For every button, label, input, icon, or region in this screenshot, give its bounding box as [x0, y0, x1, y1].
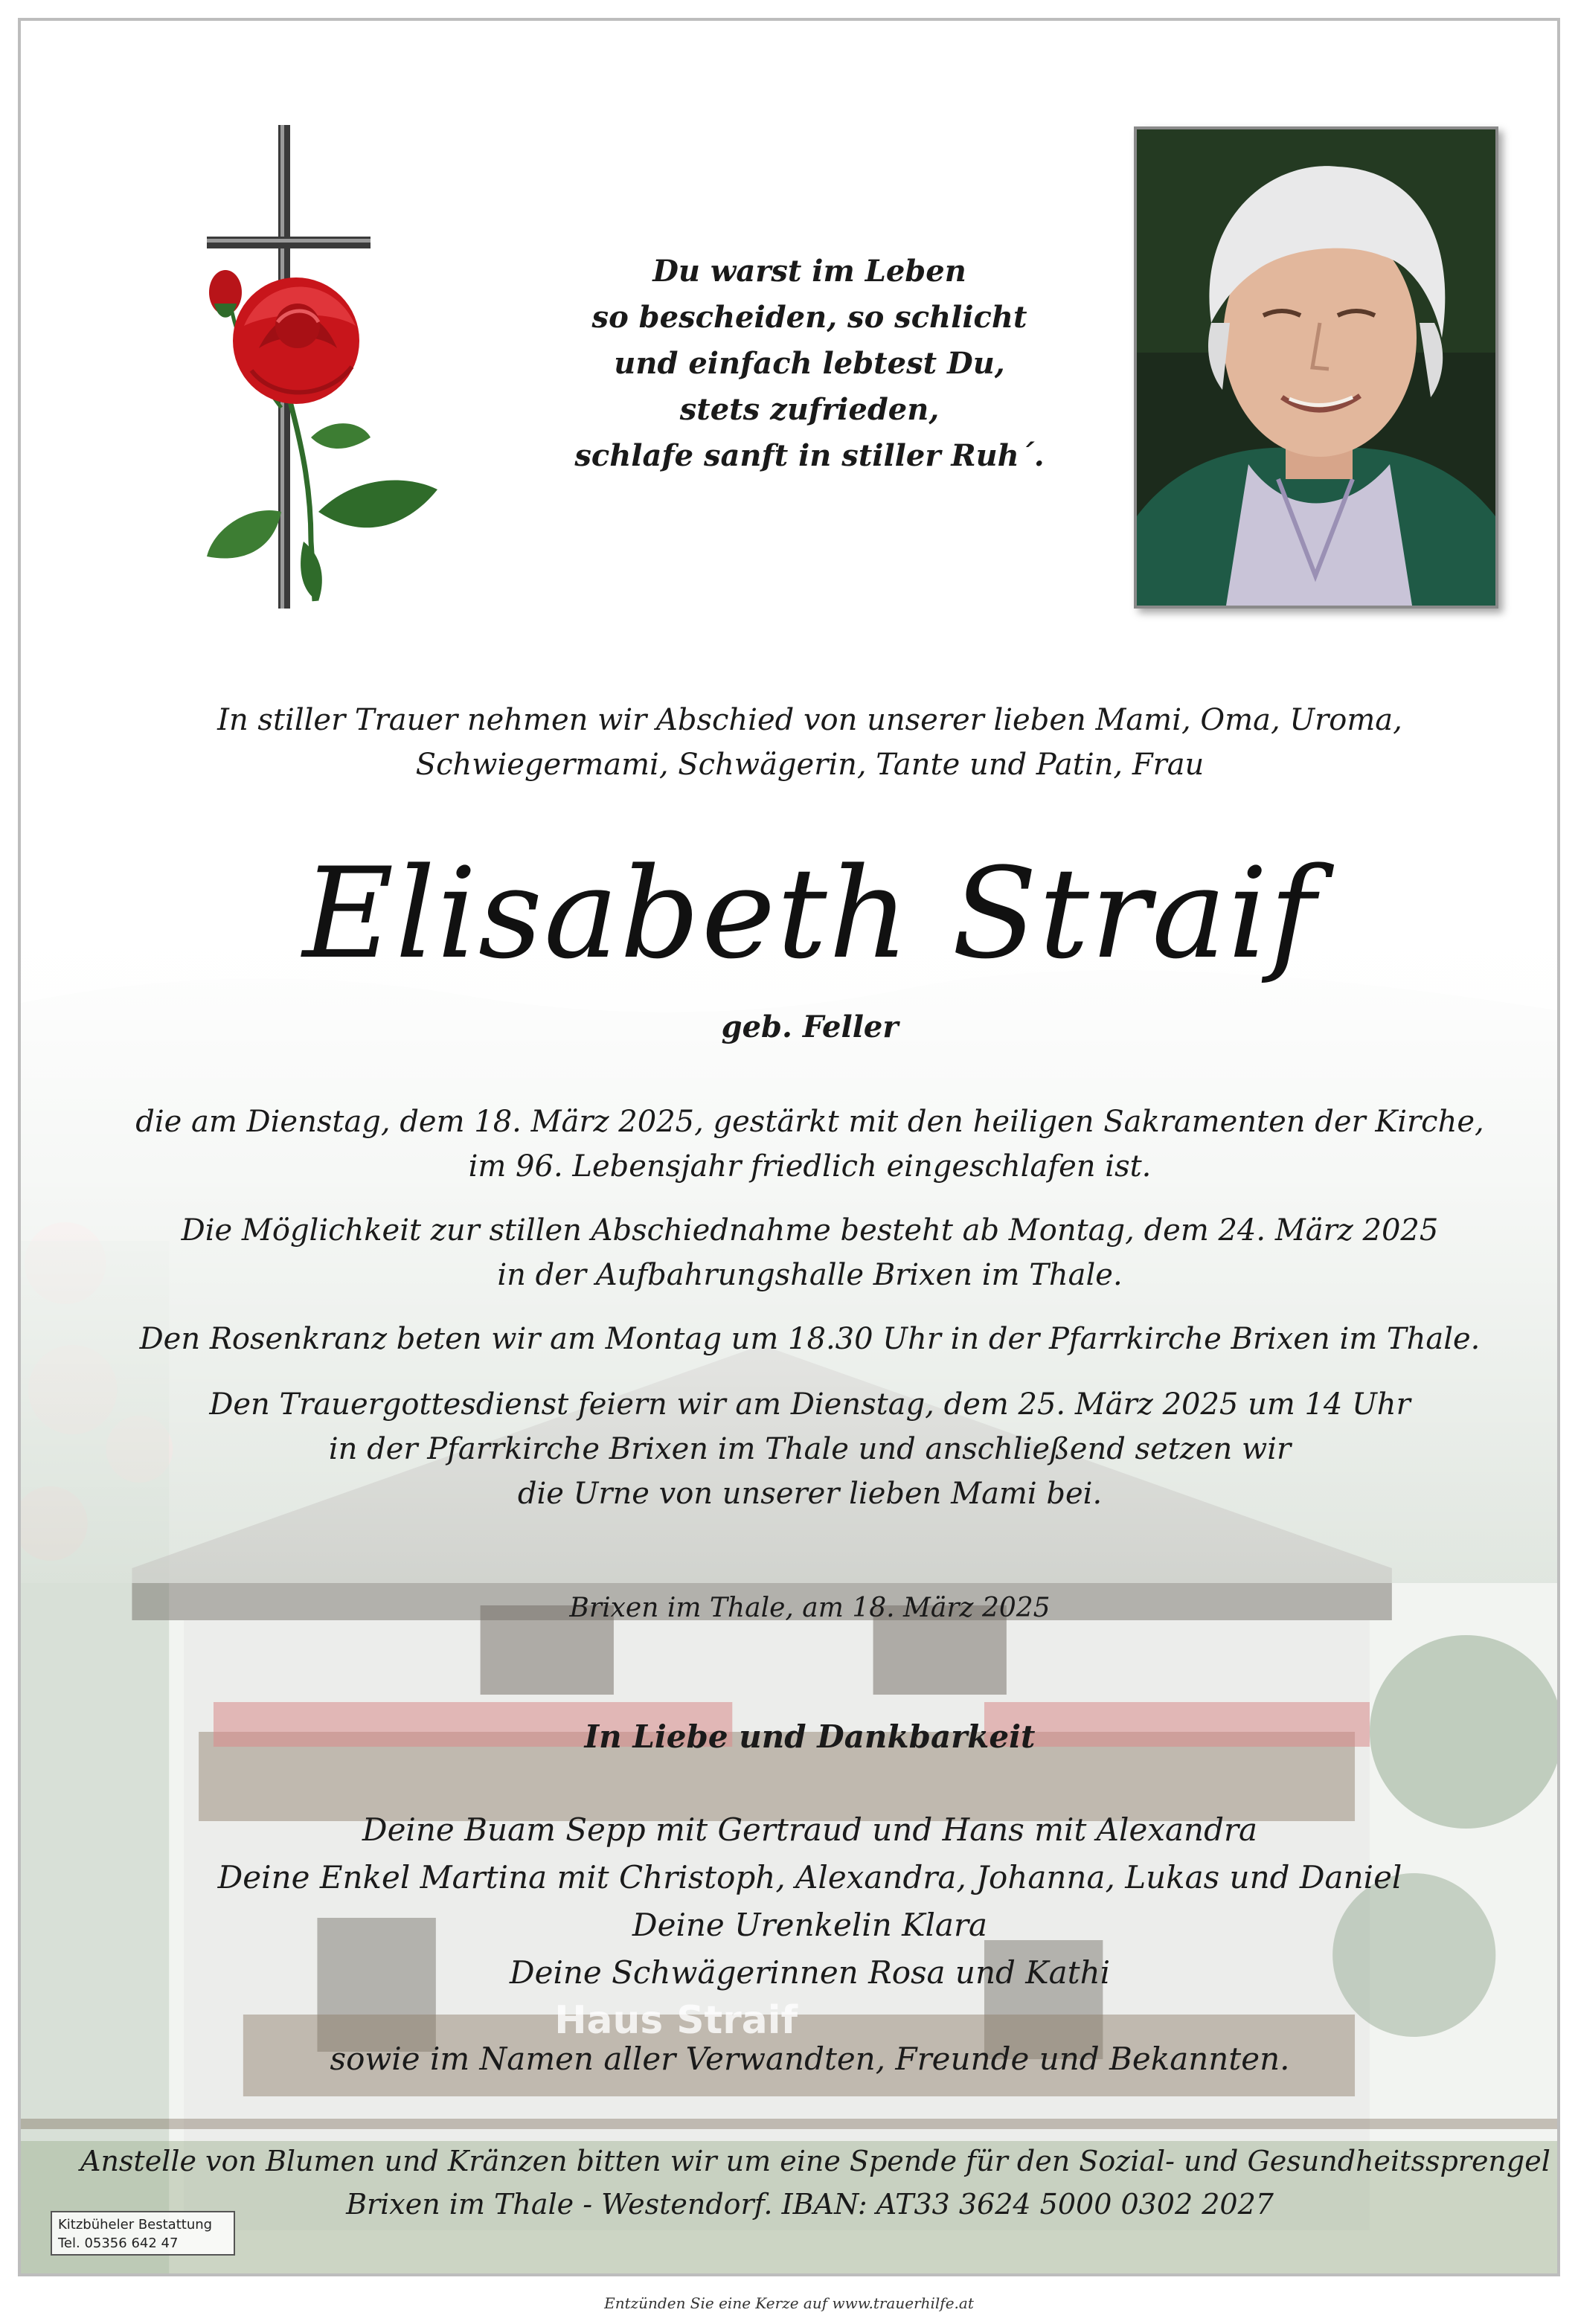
viewing-paragraph: [80, 1208, 1539, 1297]
poem-line: Du warst im Leben: [652, 254, 966, 289]
funeral-service-paragraph: [80, 1382, 1539, 1516]
undertaker-badge: [51, 2211, 235, 2256]
rosary-paragraph: [80, 1317, 1539, 1361]
paragraph-line: in der Pfarrkirche Brixen im Thale und anschließend setzen wir: [328, 1432, 1292, 1466]
donation-line: Anstelle von Blumen und Kränzen bitten wir um eine Spende für den Sozial- und Gesundheitssprengel: [80, 2145, 1550, 2177]
family-line: Deine Enkel Martina mit Christoph, Alexandra, Johanna, Lukas und Daniel: [217, 1859, 1402, 1896]
paragraph-line: im 96. Lebensjahr friedlich eingeschlafen ist.: [468, 1149, 1152, 1184]
poem-line: stets zufrieden,: [679, 392, 940, 427]
birth-name: geb. Feller: [721, 1009, 899, 1044]
poem-line: so bescheiden, so schlicht: [591, 300, 1027, 335]
thanks-heading: In Liebe und Dankbarkeit: [584, 1718, 1036, 1755]
deceased-name: Elisabeth Straif: [302, 841, 1318, 986]
intro-line: Schwiegermami, Schwägerin, Tante und Patin, Frau: [415, 748, 1205, 782]
cross-with-rose-icon: [185, 125, 452, 616]
paragraph-line: Den Rosenkranz beten wir am Montag um 18.30 Uhr in der Pfarrkirche Brixen im Thale.: [139, 1322, 1481, 1356]
donation-request: [80, 2140, 1550, 2226]
paragraph-line: Den Trauergottesdienst feiern wir am Dienstag, dem 25. März 2025 um 14 Uhr: [209, 1387, 1411, 1422]
obituary-card: [18, 18, 1560, 2276]
paragraph-line: die Urne von unserer lieben Mami bei.: [517, 1477, 1103, 1511]
portrait-photo: [1134, 126, 1498, 609]
undertaker-name: Kitzbüheler Bestattung: [58, 2217, 213, 2232]
family-line: Deine Schwägerinnen Rosa und Kathi: [509, 1954, 1111, 1991]
house-sign-text: Haus Straif: [554, 1997, 798, 2044]
family-line: Deine Urenkelin Klara: [632, 1907, 988, 1943]
family-list: [80, 1806, 1539, 1997]
donation-line: Brixen im Thale - Westendorf. IBAN: AT33 3624 5000 0302 2027: [346, 2188, 1274, 2221]
paragraph-line: Die Möglichkeit zur stillen Abschiednahme besteht ab Montag, dem 24. März 2025: [181, 1213, 1439, 1248]
poem-line: und einfach lebtest Du,: [614, 346, 1005, 381]
family-line: Deine Buam Sepp mit Gertraud und Hans mit Alexandra: [362, 1811, 1258, 1848]
intro-text: [80, 698, 1539, 787]
place-and-date: Brixen im Thale, am 18. März 2025: [569, 1593, 1051, 1623]
death-notice-paragraph: [80, 1100, 1539, 1189]
paragraph-line: die am Dienstag, dem 18. März 2025, gestärkt mit den heiligen Sakramenten der Kirche,: [135, 1105, 1484, 1139]
relatives-line: sowie im Namen aller Verwandten, Freunde und Bekannten.: [330, 2041, 1290, 2077]
paragraph-line: in der Aufbahrungshalle Brixen im Thale.: [497, 1258, 1123, 1292]
intro-line: In stiller Trauer nehmen wir Abschied von unserer lieben Mami, Oma, Uroma,: [217, 703, 1402, 737]
portrait-image: [1137, 129, 1495, 606]
footer-candle-link[interactable]: Entzünden Sie eine Kerze auf www.trauerhilfe.at: [604, 2294, 974, 2312]
poem-line: schlafe sanft in stiller Ruh´.: [574, 438, 1045, 473]
memorial-poem: [497, 248, 1122, 479]
undertaker-phone: Tel. 05356 642 47: [58, 2235, 179, 2251]
